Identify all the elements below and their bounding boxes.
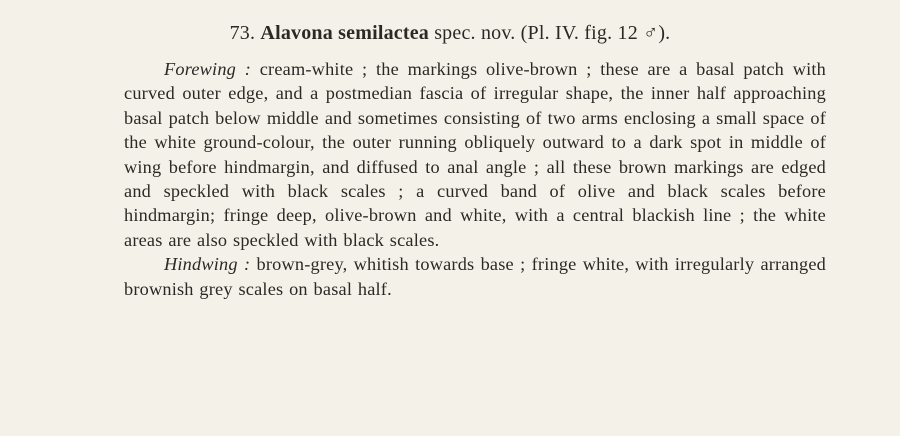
species-name: Alavona semilactea (260, 22, 429, 44)
hindwing-paragraph (124, 252, 826, 301)
forewing-text: cream-white ; the markings olive-brown ; these are a basal patch with curved outer edge, and a postmedian fascia of irregular shape, the inner half approaching basal patch below middle and sometimes consisting of two arms enclosing a small space of the white ground-colour, the outer running obliquely outward to a dark spot in middle of wing before hindmargin, and diffused to anal angle ; all these brown markings are edged and speckled with black scales ; a curved band of olive and black scales before hindmargin; fringe deep, olive-brown and white, with a central blackish line ; the white areas are also speckled with black scales. (124, 59, 826, 250)
species-note: spec. nov. (Pl. IV. fig. 12 ♂). (434, 22, 671, 44)
hindwing-text: brown-grey, whitish towards base ; fringe white, with irregularly arranged brownish grey scales on basal half. (124, 254, 826, 299)
description-body (124, 57, 826, 301)
species-heading (0, 20, 900, 46)
forewing-paragraph (124, 57, 826, 252)
species-number: 73. (229, 22, 256, 44)
forewing-label: Forewing : (164, 59, 252, 79)
hindwing-label: Hindwing : (164, 254, 251, 275)
